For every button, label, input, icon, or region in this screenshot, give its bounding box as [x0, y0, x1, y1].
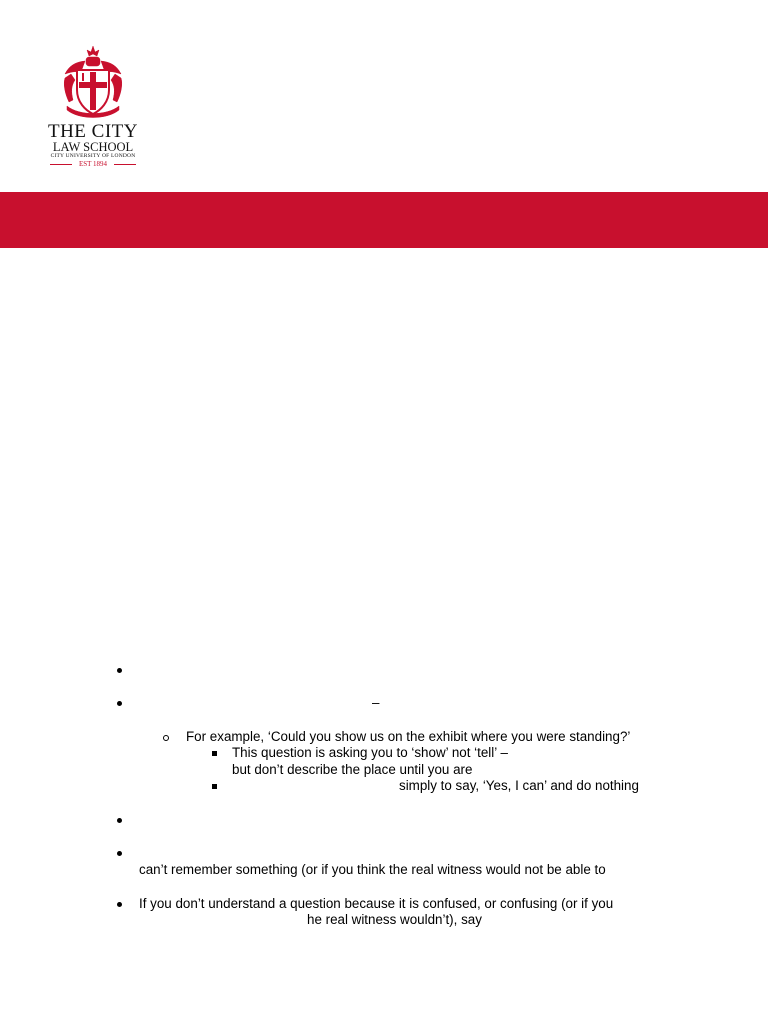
square-bullet-icon	[212, 784, 217, 789]
logo-subtitle: LAW SCHOOL	[52, 140, 134, 154]
city-law-school-logo	[46, 44, 140, 170]
logo-university: CITY UNIVERSITY OF LONDON	[50, 153, 136, 159]
bullet-icon	[117, 851, 122, 856]
square-bullet-icon	[212, 751, 217, 756]
bullet-icon	[117, 902, 122, 907]
dont-describe-text: but don’t describe the place until you are	[232, 762, 473, 777]
real-witness-text: he real witness wouldn’t), say	[307, 912, 482, 927]
est-rule-right	[114, 164, 136, 165]
logo-established: EST 1894	[78, 160, 108, 168]
show-not-tell-text: This question is asking you to ‘show’ not ‘tell’ –	[232, 745, 508, 760]
example-question-text: For example, ‘Could you show us on the exhibit where you were standing?’	[186, 729, 631, 744]
cant-remember-text: can’t remember something (or if you think the real witness would not be able to	[139, 862, 606, 877]
bullet-icon	[117, 701, 122, 706]
bullet-icon	[117, 668, 122, 673]
item2-dash: –	[372, 695, 380, 710]
logo-title: THE CITY	[47, 121, 138, 142]
dont-understand-text: If you don’t understand a question because it is confused, or confusing (or if you	[139, 896, 614, 911]
yes-i-can-text: simply to say, ‘Yes, I can’ and do nothing	[399, 778, 639, 793]
bullet-icon	[117, 818, 122, 823]
circle-bullet-icon	[163, 735, 169, 741]
heraldic-crest-icon	[59, 44, 127, 120]
header-band	[0, 192, 768, 248]
